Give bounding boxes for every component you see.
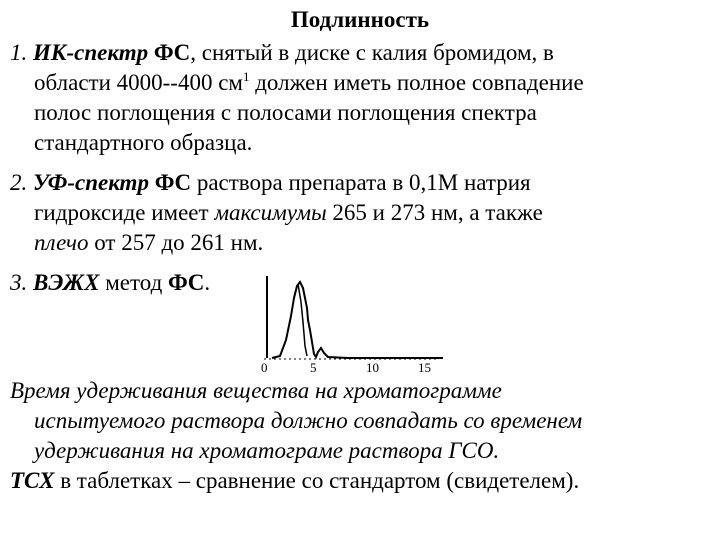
- chromatogram-peak-inner: [298, 284, 307, 356]
- retention-block: [10, 376, 715, 496]
- item2-line1: [10, 168, 710, 198]
- item2-line2b: 265 и 273 нм, а также: [326, 200, 543, 225]
- retention-line2: испытуемого раствора должно совпадать со временем: [34, 408, 583, 433]
- retention-line3: удерживания на хроматограме раствора ГСО.: [34, 438, 500, 463]
- chromatogram-trace: [272, 282, 443, 358]
- item-uv-spectrum: [10, 168, 710, 258]
- chromatogram: [258, 268, 448, 378]
- item1-line1: [10, 38, 710, 68]
- item1-line2b: должен иметь полное совпадение: [249, 70, 584, 95]
- item2-line2a: гидроксиде имеет: [34, 200, 215, 225]
- item1-line2: [10, 68, 710, 98]
- item2-number: 2.: [10, 170, 28, 195]
- item1-line4: стандартного образца.: [34, 130, 253, 155]
- item2-lead: УФ-спектр: [33, 170, 149, 195]
- item1-number: 1.: [10, 40, 28, 65]
- item3-number: 3.: [10, 270, 28, 295]
- item3-fs: ФС: [168, 270, 205, 295]
- item2-line3b: от 257 до 261 нм.: [88, 230, 264, 255]
- item1-lead: ИК-спектр: [33, 40, 149, 65]
- chromatogram-svg: [258, 268, 448, 378]
- item1-line2a: области 4000--400 см: [34, 70, 243, 95]
- tlc-lead: ТСХ: [10, 468, 55, 493]
- item1-line1-rest: , снятый в диске с калия бромидом, в: [190, 40, 554, 65]
- item3-middle: метод: [99, 270, 169, 295]
- chromatogram-tick-10: 10: [366, 360, 379, 375]
- item3-lead: ВЭЖХ: [33, 270, 100, 295]
- tlc-line: [10, 466, 715, 496]
- chromatogram-tick-5: 5: [310, 360, 317, 375]
- item2-line2: [10, 198, 710, 228]
- item2-maxima: максимумы: [214, 200, 327, 225]
- item2-shoulder: плечо: [34, 230, 89, 255]
- item1-fs: ФС: [153, 40, 191, 65]
- item2-line1-rest: раствора препарата в 0,1М натрия: [191, 170, 531, 195]
- item1-superscript: 1: [242, 69, 250, 84]
- item-ir-spectrum: [10, 38, 710, 158]
- retention-line1: Время удерживания вещества на хроматограмме: [10, 378, 502, 403]
- tlc-rest: в таблетках – сравнение со стандартом (свидетелем).: [54, 468, 580, 493]
- slide-title: Подлинность: [290, 7, 430, 32]
- item2-line3: [10, 228, 710, 258]
- item3-end: .: [204, 270, 211, 295]
- chromatogram-tick-0: 0: [261, 360, 268, 375]
- item1-line3: полос поглощения с полосами поглощения спектра: [34, 100, 537, 125]
- chromatogram-tick-15: 15: [418, 360, 431, 375]
- item2-fs: ФС: [154, 170, 192, 195]
